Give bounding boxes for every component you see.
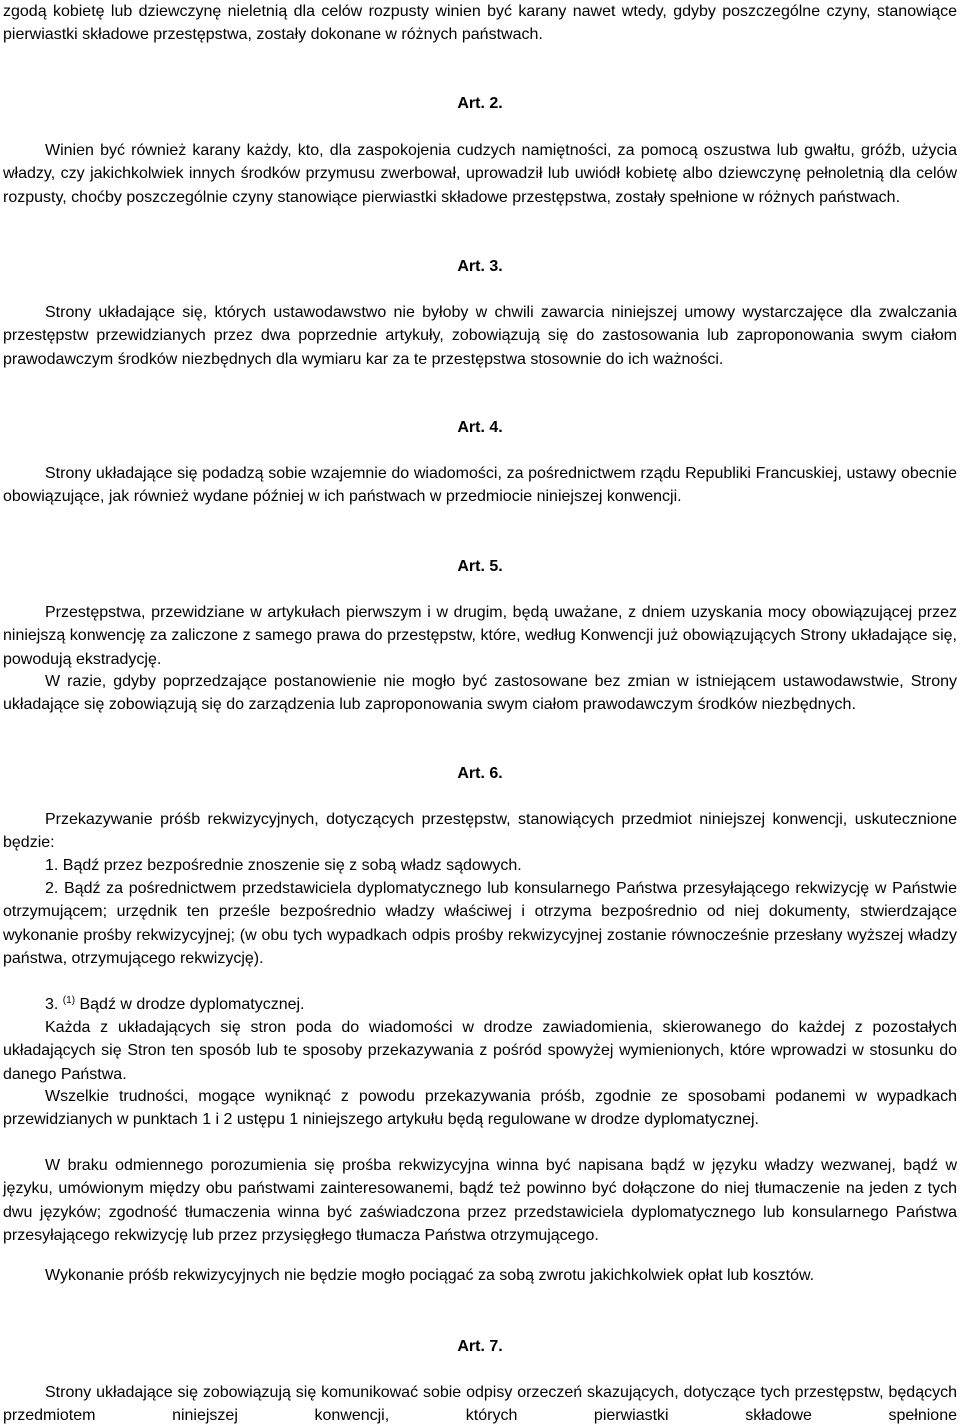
paragraph-art4: Strony układające się podadzą sobie wzajemnie do wiadomości, za pośrednictwem rządu Republiki Francuskiej, ustawy obecnie obowiązujące, jak również wydane później w ich państwach w przedmiocie niniejszej konwencji. <box>3 465 957 506</box>
paragraph-art5-2: W razie, gdyby poprzedzające postanowienie nie mogło być zastosowane bez zmian w istniejącem ustawodawstwie, Strony układające się zobowiązują się do zarządzenia lub zaproponowania swym ciałom prawodawczym środków niezbędnych. <box>3 673 957 714</box>
paragraph-art6-braku: W braku odmiennego porozumienia się prośba rekwizycyjna winna być napisana bądź w języku władzy wezwanej, bądź w języku, umówionym między obu państwami zainteresowanemi, bądź też powinno być dołączone do niej tłumaczenie na jeden z tych dwu języków; zgodność tłumaczenia winna być zaświadczona przez przedstawiciela dyplomatycznego lub konsularnego Państwa przesyłającego rekwizycję lub przez przysięgłego tłumacza Państwa otrzymującego. <box>3 1157 957 1244</box>
list-item-1: 1. Bądź przez bezpośrednie znoszenie się z sobą władz sądowych. <box>45 857 522 874</box>
list-item-3 <box>3 993 957 1016</box>
heading-art-7: Art. 7. <box>457 1338 503 1355</box>
list-item-3-text: Bądź w drodze dyplomatycznej. <box>79 996 305 1013</box>
list-item-2: 2. Bądź za pośrednictwem przedstawiciela dyplomatycznego lub konsularnego Państwa przesyłającego rekwizycję w Państwie otrzymującem; urzędnik ten prześle bezpośrednio władzy właściwej i otrzyma bezpośrednio od niej dokumenty, stwierdzające wykonanie prośby rekwizycyjnej; (w obu tych wypadkach odpis prośby rekwizycyjnej zostanie równocześnie przesłany wyższej władzy państwa, otrzymującego rekwizycję). <box>3 880 957 967</box>
heading-art-5: Art. 5. <box>457 558 503 575</box>
heading-art-4: Art. 4. <box>457 419 503 436</box>
heading-art-6: Art. 6. <box>457 765 503 782</box>
paragraph-art6-kazda: Każda z układających się stron poda do wiadomości w drodze zawiadomienia, skierowanego do każdej z pozostałych układających się Stron ten sposób lub te sposoby przekazywania z pośród spowyżej wymienionych, które wprowadzi w stosunku do danego Państwa. <box>3 1019 957 1083</box>
paragraph-art1-end: zgodą kobietę lub dziewczynę nieletnią dla celów rozpusty winien być karany nawet wtedy, gdyby poszczególne czyny, stanowiące pierwiastki składowe przestępstwa, zostały dokonane w różnych państwach. <box>3 3 957 44</box>
heading-art-2: Art. 2. <box>457 95 503 112</box>
paragraph-art7: Strony układające się zobowiązują się komunikować sobie odpisy orzeczeń skazujących, dotyczące tych przestępstw, będących przedmiotem niniejszej konwencji, których pierwiastki składowe spełnione <box>3 1384 957 1425</box>
heading-art-3: Art. 3. <box>457 258 503 275</box>
paragraph-art2: Winien być również karany każdy, kto, dla zaspokojenia cudzych namiętności, za pomocą oszustwa lub gwałtu, gróźb, użycia władzy, czy jakichkolwiek innych środków przymusu zwerbował, uprowadził lub uwiódł kobietę albo dziewczynę pełnoletnią dla celów rozpusty, choćby poszczególnie czyny stanowiące pierwiastki składowe przestępstwa, zostały spełnione w różnych państwach. <box>3 142 957 206</box>
paragraph-art5-1: Przestępstwa, przewidziane w artykułach pierwszym i w drugim, będą uważane, z dniem uzyskania mocy obowiązującej przez niniejszą konwencję za zaliczone z samego prawa do przestępstw, które, według Konwencji już obowiązujących Strony układające się, powodują ekstradycję. <box>3 604 957 668</box>
paragraph-art3: Strony układające się, których ustawodawstwo nie byłoby w chwili zawarcia niniejszej umowy wystarczajęce dla zwalczania przestępstw przewidzianych przez dwa poprzednie artykuły, zobowiązują się do zastosowania lub zaproponowania swym ciałom prawodawczym środków niezbędnych dla wymiaru kar za te przestępstwa stosownie do ich ważności. <box>3 304 957 368</box>
list-item-3-number: 3. <box>45 996 59 1013</box>
paragraph-art6-wykonanie: Wykonanie próśb rekwizycyjnych nie będzie mogło pociągać za sobą zwrotu jakichkolwiek opłat lub kosztów. <box>45 1267 815 1284</box>
paragraph-art6-intro: Przekazywanie próśb rekwizycyjnych, dotyczących przestępstw, stanowiących przedmiot niniejszej konwencji, uskutecznione będzie: <box>3 811 957 852</box>
footnote-marker: (1) <box>62 995 76 1006</box>
paragraph-art6-wszelkie: Wszelkie trudności, mogące wyniknąć z powodu przekazywania próśb, zgodnie ze sposobami podanemi w wypadkach przewidzianych w punktach 1 i 2 ustępu 1 niniejszego artykułu będą regulowane w drodze dyplomatycznej. <box>3 1088 957 1129</box>
